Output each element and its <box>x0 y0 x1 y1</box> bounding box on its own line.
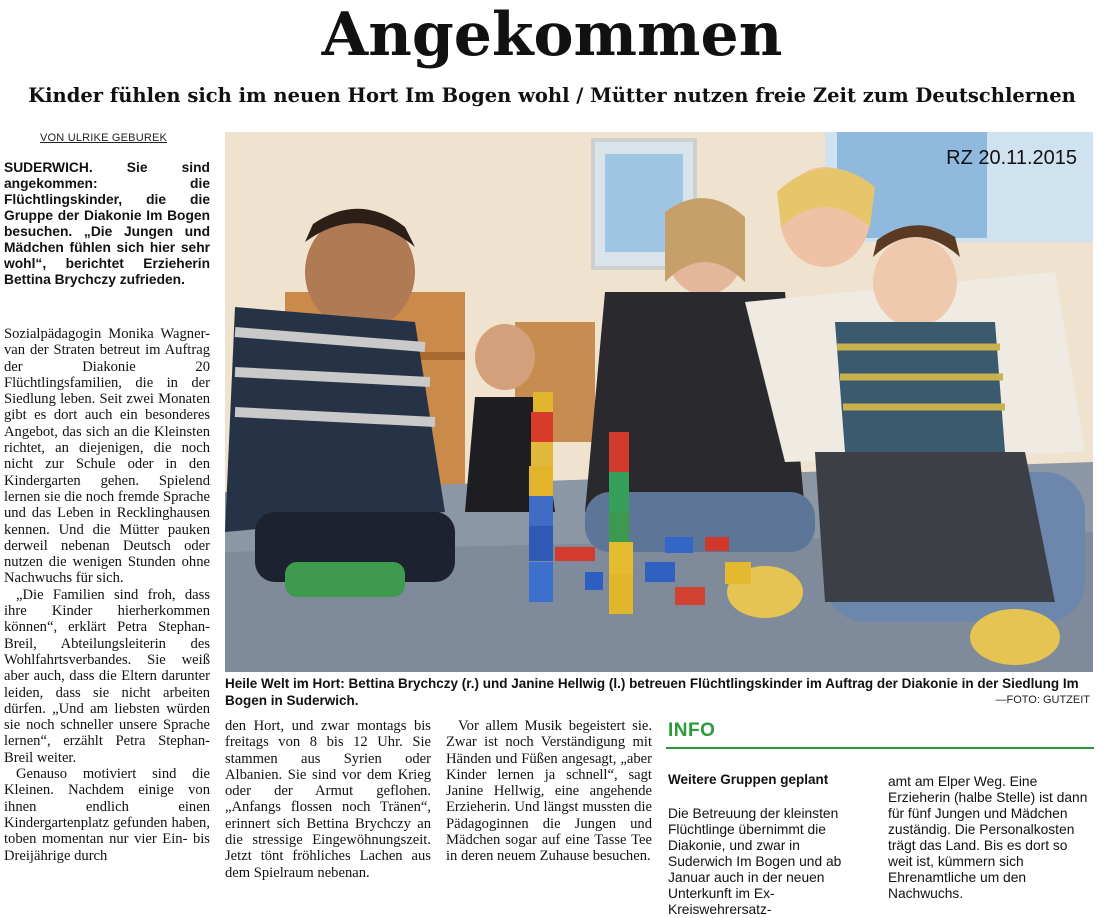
article-column-3 <box>446 718 652 908</box>
info-column-2: amt am Elper Weg. Eine Erzieherin (halbe Stelle) ist dann für fünf Jungen und Mädchen zuständig. Die Personalkosten trägt das Land. Bis es dort so weit ist, kümmern sich Ehrenamtliche um den Nachwuchs. <box>888 774 1088 901</box>
info-title: INFO <box>668 720 716 741</box>
article-column-1 <box>4 326 210 906</box>
paragraph: Genauso motiviert sind die Kleinen. Nachdem einige von ihnen endlich einen Kindergartenplatz gefunden haben, toben momentan nur vier Ein- bis Dreijährige durch <box>4 766 210 864</box>
photo-caption: Heile Welt im Hort: Bettina Brychczy (r.) und Janine Hellwig (l.) betreuen Flüchtlingskinder im Auftrag der Diakonie in der Siedlung Im Bogen in Suderwich. <box>225 676 1079 708</box>
info-column-1: Die Betreuung der kleinsten Flüchtlinge übernimmt die Diakonie, und zwar in Suderwich Im Bogen und ab Januar auch in der neuen Unterkunft im Ex-Kreiswehrersatz- <box>668 806 842 917</box>
photo-credit: —FOTO: GUTZEIT <box>995 694 1090 706</box>
subheadline: Kinder fühlen sich im neuen Hort Im Bogen wohl / Mütter nutzen freie Zeit zum Deutschlernen <box>28 84 1076 107</box>
date-stamp: RZ 20.11.2015 <box>946 147 1077 169</box>
paragraph: Sozialpädagogin Monika Wagner-van der Straten betreut im Auftrag der Diakonie 20 Flüchtlingsfamilien, die in der Siedlung leben. Seit zwei Monaten gibt es dort auch ein besonderes Angebot, das sich an die Kleinsten richtet, an diejenigen, die noch nicht zur Schule oder in den Kindergarten gehen. Spielend lernen sie die noch fremde Sprache und das Leben in Recklinghausen kennen. Und die Mütter pauken derweil nebenan Deutsch oder nutzen die wenigen Stunden ohne Nachwuchs für sich. <box>4 326 210 587</box>
lead-text: Sie sind angekommen: die Flüchtlingskinder, die die Gruppe der Diakonie Im Bogen besuchen. „Die Jungen und Mädchen fühlen sich hier sehr wohl“, berichtet Erzieherin Bettina Brychczy zufrieden. <box>4 160 210 287</box>
article-photo <box>225 132 1093 672</box>
lead-paragraph <box>4 160 210 288</box>
paragraph: Vor allem Musik begeistert sie. Zwar ist noch Verständigung mit Händen und Füßen angesagt, „aber Kinder lernen ja schnell“, sagt Janine Hellwig, eine angehende Erzieherin. Und längst mussten die Pädagoginnen die Jungen und Mädchen sogar auf eine Tasse Tee in deren neuem Zuhause besuchen. <box>446 718 652 865</box>
info-box <box>666 720 1096 918</box>
info-divider <box>666 747 1094 749</box>
dateline-city: SUDERWICH. <box>4 160 93 175</box>
info-subtitle: Weitere Gruppen geplant <box>668 772 829 787</box>
headline: Angekommen <box>321 0 783 70</box>
photo-illustration <box>225 132 1093 672</box>
article-column-2 <box>225 718 431 908</box>
byline: VON ULRIKE GEBUREK <box>40 132 168 144</box>
paragraph: „Die Familien sind froh, dass ihre Kinder hierherkommen können“, erklärt Petra Stephan-Breil, Abteilungsleiterin des Wohlfahrtsverbandes. Sie weiß aber auch, dass die Eltern darunter leiden, dass sie nicht arbeiten dürfen. „Und am liebsten würden sie noch schneller unsere Sprache lernen“, erzählt Petra Stephan-Breil weiter. <box>4 586 210 766</box>
paragraph: den Hort, und zwar montags bis freitags von 8 bis 12 Uhr. Sie stammen aus Syrien oder Albanien. Sie sind vor dem Krieg oder der Armut geflohen. „Anfangs flossen noch Tränen“, erinnert sich Bettina Brychczy an die stressige Eingewöhnungszeit. Jetzt tönt fröhliches Lachen aus dem Spielraum nebenan. <box>225 718 431 881</box>
